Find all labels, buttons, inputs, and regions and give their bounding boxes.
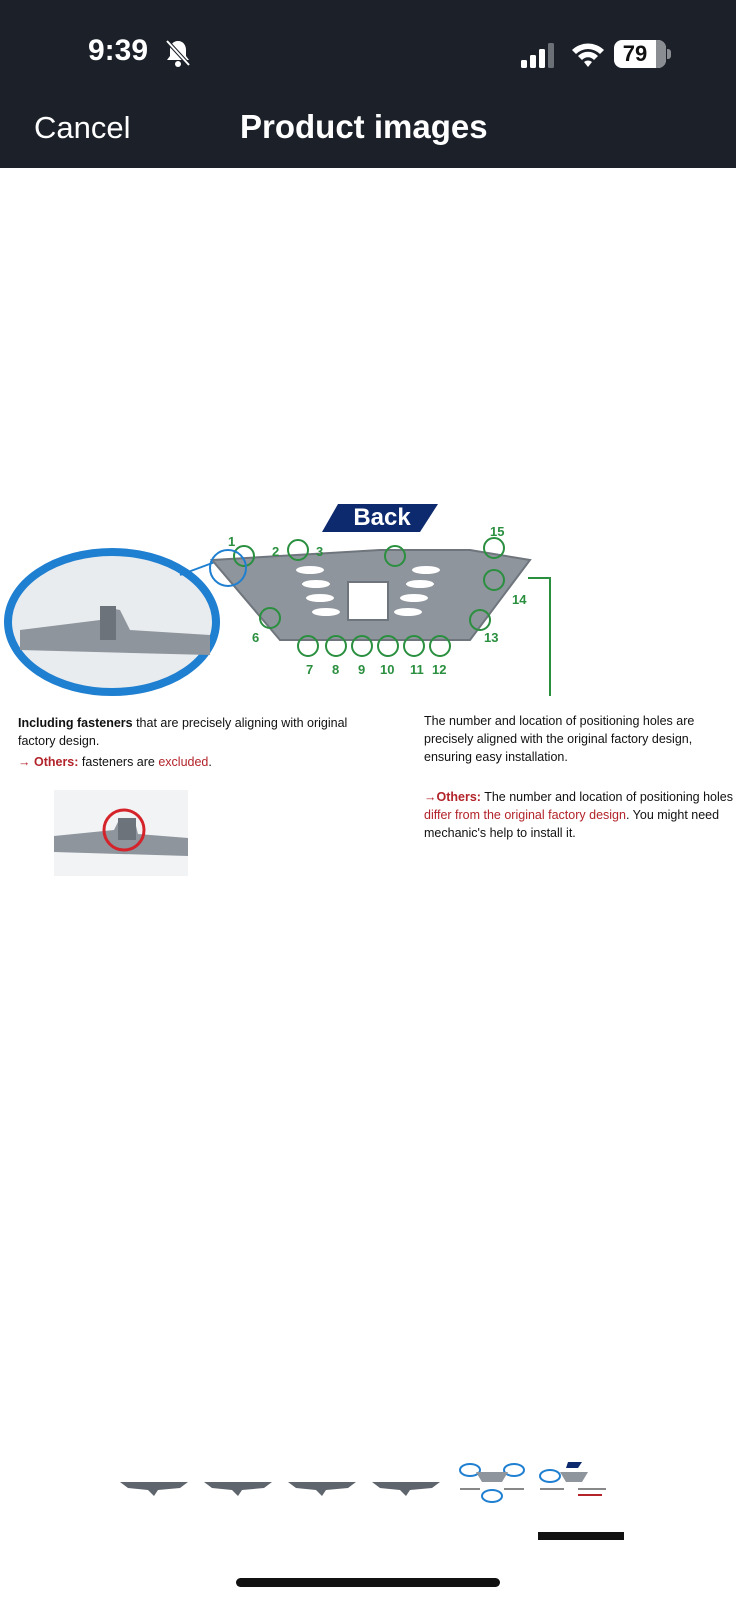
callout-number: 1 (228, 534, 236, 549)
callout-number: 15 (490, 524, 505, 539)
bell-slash-icon (164, 38, 192, 68)
page-title: Product images (240, 108, 488, 145)
selected-thumbnail-indicator (538, 1532, 624, 1540)
status-time: 9:39 (88, 34, 149, 67)
callout-number: 2 (272, 544, 280, 559)
thumbnail-5[interactable] (456, 1460, 528, 1516)
app-header (0, 0, 736, 168)
callout-number: 3 (316, 544, 324, 559)
callout-number: 13 (484, 630, 499, 645)
others-text: The number and location of positioning holes (480, 790, 733, 804)
thumbnail-3[interactable] (286, 1460, 358, 1516)
signal-icon (521, 42, 557, 68)
holes-description: The number and location of positioning holes are precisely aligned with the original factory design, ensuring easy installation. (424, 714, 695, 764)
callout-number: 9 (358, 662, 366, 677)
callout-number: 10 (380, 662, 395, 677)
thumbnail-2[interactable] (202, 1460, 274, 1516)
wifi-icon (570, 40, 606, 68)
fastener-photo (54, 790, 188, 876)
callout-number: 11 (410, 662, 424, 677)
fasteners-description (18, 714, 378, 750)
callout-number: 6 (252, 630, 260, 645)
others-text-end: . You might need mechanic's help to install it. (424, 808, 720, 840)
battery-nub (667, 49, 671, 59)
others-period: . (208, 755, 212, 769)
back-badge: Back (353, 504, 411, 531)
home-indicator[interactable] (236, 1578, 500, 1587)
product-image[interactable] (0, 500, 736, 900)
battery-icon (614, 40, 666, 68)
others-text: fasteners are (78, 755, 159, 769)
others-red: differ from the original factory design (424, 808, 626, 822)
others-arrow: → Others: (18, 755, 79, 769)
callout-number: 14 (512, 592, 527, 607)
thumbnail-6[interactable] (538, 1460, 610, 1516)
thumbnail-4[interactable] (370, 1460, 442, 1516)
fasteners-bold: Including fasteners (18, 716, 133, 730)
holes-others (424, 788, 736, 842)
others-arrow: →Others: (424, 790, 481, 804)
cancel-button[interactable]: Cancel (34, 110, 131, 145)
battery-level: 79 (622, 41, 648, 66)
fasteners-rest: that are precisely aligning with original factory design. (18, 716, 348, 748)
callout-number: 7 (306, 662, 314, 677)
others-red: excluded (158, 755, 209, 769)
battery-empty (656, 40, 666, 68)
callout-number: 8 (332, 662, 340, 677)
thumbnail-strip (0, 1460, 736, 1540)
callout-number: 12 (432, 662, 447, 677)
thumbnail-1[interactable] (118, 1460, 190, 1516)
fasteners-others (18, 755, 378, 769)
